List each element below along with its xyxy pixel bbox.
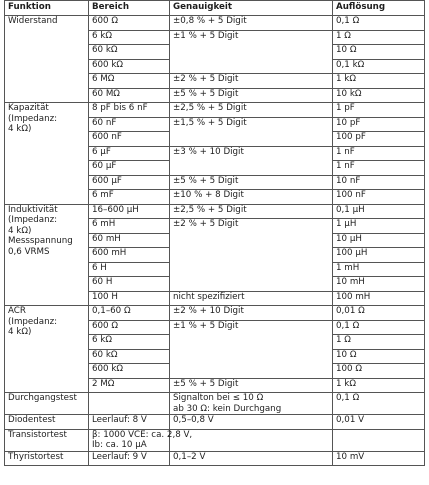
genauigkeit-line: ±1 % + 5 Digit	[173, 320, 239, 331]
aufloesung-cell: 1 Ω	[333, 335, 425, 350]
function-cell	[5, 204, 89, 306]
bereich-cell: 6 μF	[89, 146, 170, 161]
bereich-cell: 6 kΩ	[89, 335, 170, 350]
aufloesung-cell: 1 Ω	[333, 30, 425, 45]
aufloesung-cell: 10 pF	[333, 117, 425, 132]
aufloesung-cell: 0,1 Ω	[333, 320, 425, 335]
bereich-cell: 600 nF	[89, 132, 170, 147]
aufloesung-cell: 100 pF	[333, 132, 425, 147]
genauigkeit-line: ±2,5 % + 5 Digit	[173, 103, 247, 113]
bereich-cell: 600 kΩ	[89, 364, 170, 379]
function-cell	[5, 306, 89, 393]
aufloesung-cell: 10 mH	[333, 277, 425, 292]
bereich-cell: 60 nF	[89, 117, 170, 132]
spec-table	[4, 0, 425, 466]
aufloesung-cell: 1 mH	[333, 262, 425, 277]
bereich-cell: 600 mH	[89, 248, 170, 263]
genauigkeit-line: nicht spezifiziert	[173, 291, 245, 302]
bereich-cell: 60 mH	[89, 233, 170, 248]
genauigkeit-cell	[170, 146, 333, 175]
genauigkeit-cell	[170, 378, 333, 393]
aufloesung-cell: 10 nF	[333, 175, 425, 190]
header-genauigkeit: Genauigkeit	[170, 1, 333, 16]
function-line: Transistortest	[8, 429, 67, 440]
genauigkeit-cell	[170, 175, 333, 190]
aufloesung-cell: 0,01 V	[333, 415, 425, 430]
function-line: Messspannung	[8, 236, 73, 246]
genauigkeit-line: ±2 % + 5 Digit	[173, 74, 239, 84]
aufloesung-cell: 10 mV	[333, 451, 425, 466]
bereich-cell	[89, 393, 170, 415]
function-line: 4 kΩ)	[8, 327, 32, 337]
function-line: Kapazität	[8, 103, 49, 113]
bereich-cell: 600 Ω	[89, 16, 170, 31]
header-funktion: Funktion	[5, 1, 89, 16]
aufloesung-cell: 0,1 Ω	[333, 16, 425, 31]
genauigkeit-line: ±5 % + 5 Digit	[173, 378, 239, 389]
aufloesung-cell: 10 μH	[333, 233, 425, 248]
header-bereich: Bereich	[89, 1, 170, 16]
function-line: 4 kΩ)	[8, 225, 32, 236]
table-row	[5, 306, 425, 321]
genauigkeit-line: ±1 % + 5 Digit	[173, 30, 239, 41]
bereich-cell	[89, 429, 193, 451]
bereich-line: β: 1000 VCE: ca. 2,8 V,	[92, 429, 193, 440]
genauigkeit-line: Signalton bei ≤ 10 Ω	[173, 393, 264, 403]
aufloesung-cell: 1 nF	[333, 161, 425, 176]
bereich-cell: 100 H	[89, 291, 170, 306]
genauigkeit-line: 0,5–0,8 V	[173, 415, 214, 425]
header-row	[5, 1, 425, 16]
table-row	[5, 415, 425, 430]
genauigkeit-cell	[170, 16, 333, 31]
genauigkeit-cell	[170, 451, 333, 466]
bereich-cell: 60 μF	[89, 161, 170, 176]
aufloesung-cell: 1 pF	[333, 103, 425, 118]
bereich-cell: 6 H	[89, 262, 170, 277]
genauigkeit-cell	[170, 103, 333, 118]
function-line: (Impedanz:	[8, 316, 58, 327]
function-line: 0,6 VRMS	[8, 246, 50, 257]
function-cell	[5, 393, 89, 415]
genauigkeit-cell	[170, 306, 333, 321]
aufloesung-cell: 1 nF	[333, 146, 425, 161]
genauigkeit-line: ±10 % + 8 Digit	[173, 190, 244, 200]
aufloesung-cell: 100 nF	[333, 190, 425, 205]
genauigkeit-line: ±2,5 % + 5 Digit	[173, 204, 247, 215]
function-line: Induktivität	[8, 204, 58, 215]
bereich-cell: 6 MΩ	[89, 74, 170, 89]
genauigkeit-cell	[170, 190, 333, 205]
bereich-cell: Leerlauf: 9 V	[89, 451, 170, 466]
genauigkeit-cell	[170, 415, 333, 430]
function-line: Widerstand	[8, 16, 58, 26]
aufloesung-cell: 100 mH	[333, 291, 425, 306]
aufloesung-cell: 10 kΩ	[333, 88, 425, 103]
function-cell	[5, 415, 89, 430]
bereich-cell: 60 kΩ	[89, 349, 170, 364]
table-row	[5, 16, 425, 31]
genauigkeit-cell	[170, 117, 333, 146]
genauigkeit-line: ±1,5 % + 5 Digit	[173, 117, 247, 128]
function-line: Thyristortest	[8, 451, 64, 462]
aufloesung-cell: 100 Ω	[333, 364, 425, 379]
table-row	[5, 204, 425, 219]
genauigkeit-cell	[170, 219, 333, 292]
genauigkeit-line: ±2 % + 5 Digit	[173, 219, 239, 229]
genauigkeit-line: ±5 % + 5 Digit	[173, 175, 239, 186]
genauigkeit-line: ±0,8 % + 5 Digit	[173, 16, 247, 26]
bereich-cell: 0,1–60 Ω	[89, 306, 170, 321]
bereich-cell: 6 kΩ	[89, 30, 170, 45]
table-row	[5, 429, 425, 451]
genauigkeit-line: ab 30 Ω: kein Durchgang	[173, 403, 282, 414]
genauigkeit-line: ±5 % + 5 Digit	[173, 88, 239, 99]
aufloesung-cell: 1 kΩ	[333, 378, 425, 393]
aufloesung-cell: 1 μH	[333, 219, 425, 234]
bereich-cell: 600 kΩ	[89, 59, 170, 74]
bereich-cell: 6 mF	[89, 190, 170, 205]
function-line: 4 kΩ)	[8, 124, 32, 134]
function-line: ACR	[8, 306, 26, 316]
bereich-cell: Leerlauf: 8 V	[89, 415, 170, 430]
header-aufloesung: Auflösung	[333, 1, 425, 16]
function-cell	[5, 429, 89, 451]
bereich-cell: 8 pF bis 6 nF	[89, 103, 170, 118]
function-cell	[5, 451, 89, 466]
function-line: Durchgangstest	[8, 393, 77, 403]
aufloesung-cell: 10 Ω	[333, 45, 425, 60]
bereich-cell: 60 H	[89, 277, 170, 292]
bereich-cell: 600 Ω	[89, 320, 170, 335]
bereich-cell: 2 MΩ	[89, 378, 170, 393]
aufloesung-cell: 0,1 μH	[333, 204, 425, 219]
bereich-cell: 16–600 μH	[89, 204, 170, 219]
aufloesung-cell: 1 kΩ	[333, 74, 425, 89]
genauigkeit-cell	[170, 393, 333, 415]
table-row	[5, 393, 425, 415]
genauigkeit-cell	[170, 429, 333, 451]
genauigkeit-cell	[170, 204, 333, 219]
function-cell	[5, 103, 89, 205]
function-line: (Impedanz:	[8, 215, 58, 225]
bereich-cell: 6 mH	[89, 219, 170, 234]
function-cell	[5, 16, 89, 103]
aufloesung-cell: 0,1 kΩ	[333, 59, 425, 74]
aufloesung-cell: 10 Ω	[333, 349, 425, 364]
aufloesung-cell: 100 μH	[333, 248, 425, 263]
bereich-cell: 600 μF	[89, 175, 170, 190]
genauigkeit-cell	[170, 291, 333, 306]
aufloesung-cell: 0,1 Ω	[333, 393, 425, 415]
genauigkeit-line: ±3 % + 10 Digit	[173, 146, 244, 157]
genauigkeit-line: 0,1–2 V	[173, 451, 206, 462]
table-row	[5, 451, 425, 466]
spec-body	[5, 16, 425, 466]
bereich-cell: 60 MΩ	[89, 88, 170, 103]
aufloesung-cell	[333, 429, 425, 451]
genauigkeit-cell	[170, 30, 333, 74]
bereich-line: Ib: ca. 10 μA	[92, 440, 147, 450]
function-line: Diodentest	[8, 415, 56, 425]
bereich-cell: 60 kΩ	[89, 45, 170, 60]
aufloesung-cell: 0,01 Ω	[333, 306, 425, 321]
function-line: (Impedanz:	[8, 113, 58, 124]
genauigkeit-line: ±2 % + 10 Digit	[173, 306, 244, 316]
genauigkeit-cell	[170, 320, 333, 378]
genauigkeit-cell	[170, 88, 333, 103]
table-row	[5, 103, 425, 118]
genauigkeit-cell	[170, 74, 333, 89]
